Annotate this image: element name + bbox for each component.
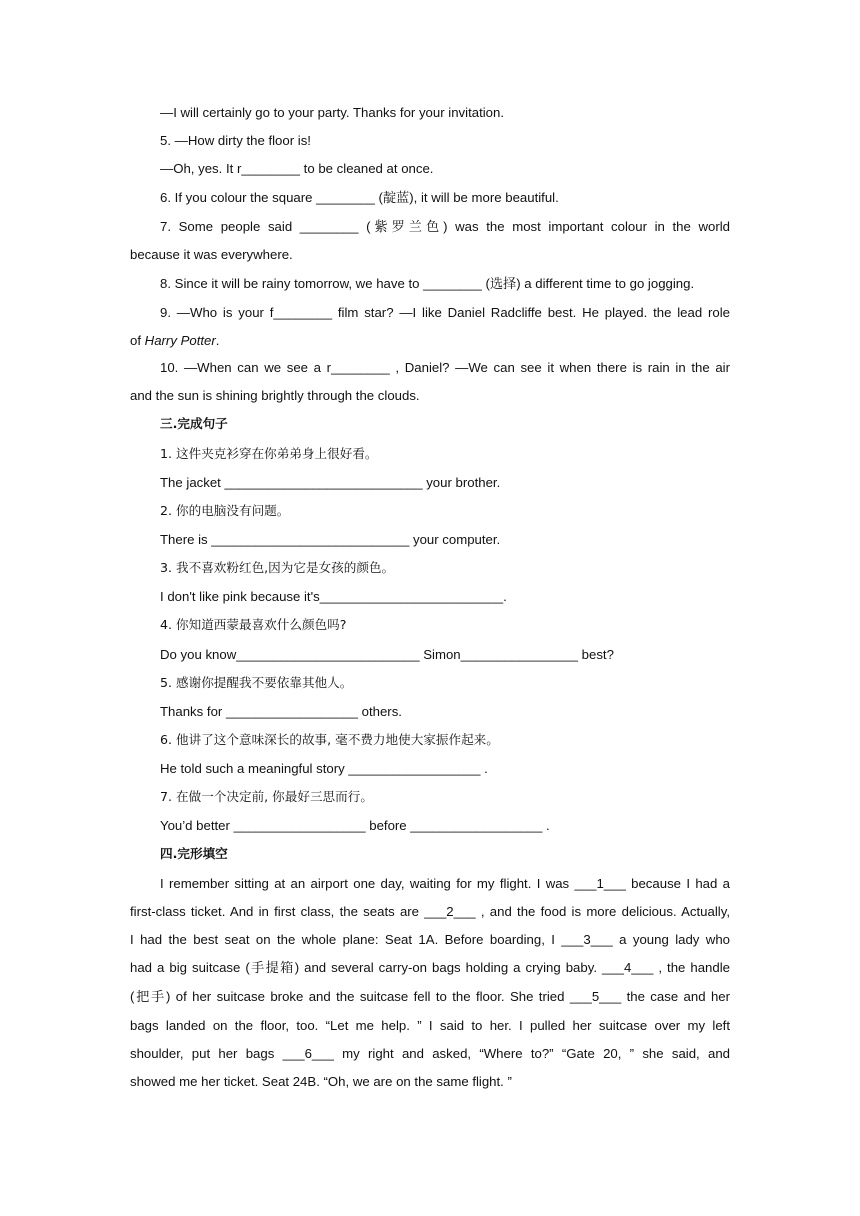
sentence-6-english: He told such a meaningful story __________________ . <box>160 761 488 776</box>
cloze-line-6: bags landed on the floor, too. “Let me help. ” I said to her. I pulled her suitcase over my left <box>130 1018 730 1033</box>
question-8: 8. Since it will be rainy tomorrow, we have to ________ (选择) a different time to go jogging. <box>160 276 695 291</box>
sentence-7-chinese: 7. 在做一个决定前, 你最好三思而行。 <box>160 789 373 804</box>
sentence-3-chinese: 3. 我不喜欢粉红色,因为它是女孩的颜色。 <box>160 560 395 575</box>
question-7-line1: 7. Some people said ________ (紫罗兰色) was the most important colour in the world <box>160 219 730 234</box>
section-3-heading: 三.完成句子 <box>160 416 228 431</box>
question-10-line1: 10. —When can we see a r________ , Daniel? —We can see it when there is rain in the air <box>160 360 730 375</box>
sentence-2-english: There is ___________________________ your computer. <box>160 532 501 547</box>
sentence-4-english: Do you know_________________________ Simon________________ best? <box>160 647 614 662</box>
sentence-3-english: I don't like pink because it's_________________________. <box>160 589 507 604</box>
book-title: Harry Potter <box>144 333 216 348</box>
sentence-6-chinese: 6. 他讲了这个意味深长的故事, 毫不费力地使大家振作起来。 <box>160 732 499 747</box>
sentence-7-english: You’d better __________________ before __________________ . <box>160 818 550 833</box>
cloze-line-1: I remember sitting at an airport one day, waiting for my flight. I was ___1___ because I had a <box>160 876 730 891</box>
question-10-line2: and the sun is shining brightly through the clouds. <box>130 388 420 403</box>
sentence-5-english: Thanks for __________________ others. <box>160 704 402 719</box>
cloze-line-7: shoulder, put her bags ___6___ my right and asked, “Where to?” “Gate 20, ” she said, and <box>130 1046 730 1061</box>
question-9-line1: 9. —Who is your f________ film star? —I like Daniel Radcliffe best. He played. the lead role <box>160 305 730 320</box>
question-9-suffix: . <box>215 333 220 348</box>
question-9-prefix: of <box>130 333 145 348</box>
sentence-5-chinese: 5. 感谢你提醒我不要依靠其他人。 <box>160 675 353 690</box>
question-7-line2: because it was everywhere. <box>130 247 293 262</box>
cloze-line-3: I had the best seat on the whole plane: Seat 1A. Before boarding, I ___3___ a young lady who <box>130 932 730 947</box>
question-6: 6. If you colour the square ________ (靛蓝), it will be more beautiful. <box>160 190 559 205</box>
section-4-heading: 四.完形填空 <box>160 846 228 861</box>
cloze-line-2: first-class ticket. And in first class, the seats are ___2___ , and the food is more delicious. Actually, <box>130 904 730 919</box>
sentence-1-chinese: 1. 这件夹克衫穿在你弟弟身上很好看。 <box>160 446 378 461</box>
sentence-4-chinese: 4. 你知道西蒙最喜欢什么颜色吗? <box>160 617 347 632</box>
sentence-1-english: The jacket ___________________________ your brother. <box>160 475 501 490</box>
cloze-line-4: had a big suitcase (手提箱) and several carry-on bags holding a crying baby. ___4___ , the handle <box>130 960 730 975</box>
cloze-line-5: (把手) of her suitcase broke and the suitcase fell to the floor. She tried ___5___ the case and her <box>130 989 730 1004</box>
question-5-answer: —Oh, yes. It r________ to be cleaned at once. <box>160 161 434 176</box>
sentence-2-chinese: 2. 你的电脑没有问题。 <box>160 503 290 518</box>
question-5: 5. —How dirty the floor is! <box>160 133 311 148</box>
question-9-line2 <box>130 332 730 350</box>
cloze-line-8: showed me her ticket. Seat 24B. “Oh, we are on the same flight. ” <box>130 1074 512 1089</box>
answer-line: —I will certainly go to your party. Thanks for your invitation. <box>160 105 504 120</box>
